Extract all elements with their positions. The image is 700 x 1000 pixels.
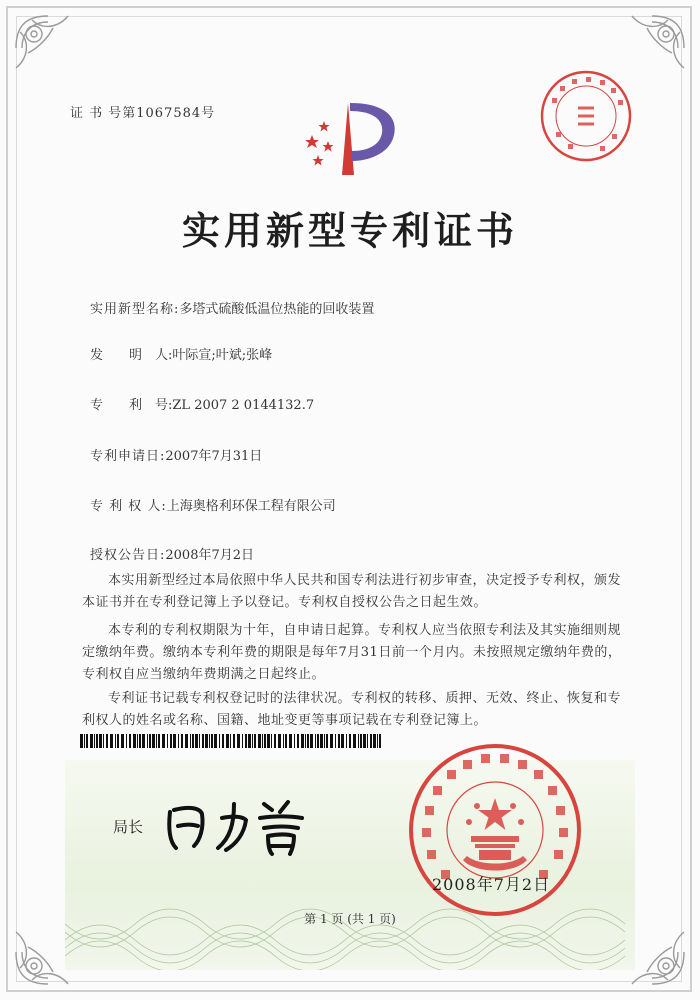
issue-date: 2008年7月2日	[432, 875, 551, 894]
barcode-bar	[363, 734, 366, 748]
barcode-bar	[289, 734, 292, 748]
barcode-bar	[346, 734, 347, 748]
barcode-bar	[373, 734, 376, 748]
barcode-bar	[237, 734, 240, 748]
barcode-bar	[214, 734, 217, 748]
field-label: 专利申请日:	[90, 449, 166, 464]
body-paragraph: 本实用新型经过本局依照中华人民共和国专利法进行初步审查，决定授予专利权，颁发本证书并在专利登记簿上予以登记。专利权自授权公告之日起生效。	[82, 573, 622, 610]
barcode-bar	[84, 734, 85, 748]
barcode-bar	[324, 734, 325, 748]
barcode-bar	[147, 734, 148, 748]
barcode-bar	[178, 734, 179, 748]
barcode-bar	[349, 734, 351, 748]
barcode-bar	[370, 734, 372, 748]
barcode-bar	[192, 734, 194, 748]
field-patent-number	[90, 394, 314, 413]
barcode-bar	[271, 734, 272, 748]
barcode-bar	[199, 734, 200, 748]
barcode-bar	[195, 734, 198, 748]
barcode-bar	[254, 734, 256, 748]
barcode-bar	[142, 734, 145, 748]
barcode-bar	[358, 734, 359, 748]
barcode-bar	[115, 734, 116, 748]
barcode-bar	[262, 734, 263, 748]
barcode-bar	[320, 734, 323, 748]
barcode-bar	[335, 734, 336, 748]
barcode-bar	[305, 734, 306, 748]
barcode-bar	[211, 734, 213, 748]
barcode-bar	[117, 734, 119, 748]
barcode-bar	[137, 734, 138, 748]
field-inventor	[90, 344, 272, 363]
barcode-bar	[310, 734, 313, 748]
barcode-bar	[106, 734, 108, 748]
barcode-bar	[283, 734, 284, 748]
barcode-bar	[267, 734, 270, 748]
corner-ornament-icon	[8, 8, 88, 88]
barcode-bar	[181, 734, 183, 748]
barcode-bar	[307, 734, 309, 748]
barcode-bar	[245, 734, 247, 748]
barcode-bar	[99, 734, 102, 748]
barcode-bar	[126, 734, 127, 748]
barcode-bar	[341, 734, 344, 748]
barcode-bar	[133, 734, 136, 748]
barcode-bar	[156, 734, 157, 748]
barcode-bar	[86, 734, 88, 748]
field-grant-date	[90, 544, 254, 563]
barcode-bar	[326, 734, 328, 748]
patent-office-logo-icon	[290, 95, 410, 185]
barcode-bar	[377, 734, 378, 748]
barcode-bar	[190, 734, 191, 748]
barcode-bar	[162, 734, 165, 748]
barcode-bar	[173, 734, 176, 748]
barcode-bar	[317, 734, 319, 748]
barcode-bar	[264, 734, 266, 748]
barcode-bar	[278, 734, 281, 748]
barcode-bar	[170, 734, 172, 748]
barcode-bar	[258, 734, 261, 748]
field-label: 专 利 权 人:	[90, 499, 167, 514]
barcode-bar	[360, 734, 362, 748]
field-patentee	[90, 495, 336, 514]
field-utility-model-name	[90, 298, 374, 317]
barcode-bar	[330, 734, 333, 748]
field-label: 专 利 号:	[90, 398, 173, 413]
page-number: 第 1 页 (共 1 页)	[304, 912, 396, 926]
field-application-date	[90, 445, 262, 464]
barcode-bar	[274, 734, 276, 748]
field-value: 上海奥格利环保工程有限公司	[166, 499, 336, 514]
barcode-bar	[219, 734, 220, 748]
barcode-bar	[205, 734, 208, 748]
field-label: 发 明 人:	[90, 348, 173, 363]
tax-stamp-seal-icon	[538, 68, 634, 164]
barcode-bar	[158, 734, 160, 748]
field-label: 授权公告日:	[90, 548, 166, 563]
barcode-bar	[242, 734, 243, 748]
field-value: 2007年7月31日	[165, 449, 263, 464]
barcode-bar	[167, 734, 168, 748]
barcode-bar	[96, 734, 98, 748]
barcode-bar	[121, 734, 124, 748]
barcode-bar	[129, 734, 131, 748]
barcode-bar	[233, 734, 235, 748]
barcode-bar	[379, 734, 381, 748]
barcode-bar	[110, 734, 113, 748]
director-label: 局长	[113, 818, 144, 836]
field-value: ZL 2007 2 0144132.7	[172, 398, 315, 413]
barcode-bar	[248, 734, 251, 748]
barcode-bar	[338, 734, 340, 748]
barcode-bar	[152, 734, 155, 748]
certificate-title: 实用新型专利证书	[181, 208, 518, 253]
field-value: 叶际宣;叶斌;张峰	[172, 348, 273, 363]
barcode-bar	[90, 734, 93, 748]
barcode-bar	[139, 734, 141, 748]
barcode-bar	[185, 734, 188, 748]
barcode-bar	[222, 734, 224, 748]
barcode-bar	[226, 734, 229, 748]
barcode-bar	[294, 734, 295, 748]
field-value: 多塔式硫酸低温位热能的回收装置	[179, 302, 375, 317]
barcode-bar	[367, 734, 368, 748]
barcode-bar	[301, 734, 304, 748]
barcode-bar	[149, 734, 151, 748]
director-signature	[160, 790, 320, 860]
barcode-bar	[94, 734, 95, 748]
barcode-bar	[209, 734, 210, 748]
barcode-bar	[103, 734, 104, 748]
field-label: 实用新型名称:	[90, 302, 180, 317]
body-paragraph: 专利证书记载专利权登记时的法律状况。专利权的转移、质押、无效、终止、恢复和专利权人的姓名或名称、国籍、地址变更等事项记载在专利登记簿上。	[82, 691, 622, 728]
barcode-bar	[252, 734, 253, 748]
body-paragraph: 本专利的专利权期限为十年，自申请日起算。专利权人应当依照专利法及其实施细则规定缴纳年费。缴纳本专利年费的期限是每年7月31日前一个月内。未按照规定缴纳年费的，专利权自应当缴纳年费期满之日起终止。	[82, 623, 622, 682]
barcode-bar	[353, 734, 356, 748]
barcode-bar	[285, 734, 287, 748]
certificate-number: 证 书 号第1067584号	[70, 106, 216, 121]
barcode-bar	[230, 734, 231, 748]
barcode-bar	[80, 734, 83, 748]
barcode-icon	[80, 734, 385, 748]
barcode-bar	[315, 734, 316, 748]
barcode-bar	[202, 734, 204, 748]
field-value: 2008年7月2日	[165, 548, 255, 563]
barcode-bar	[297, 734, 299, 748]
